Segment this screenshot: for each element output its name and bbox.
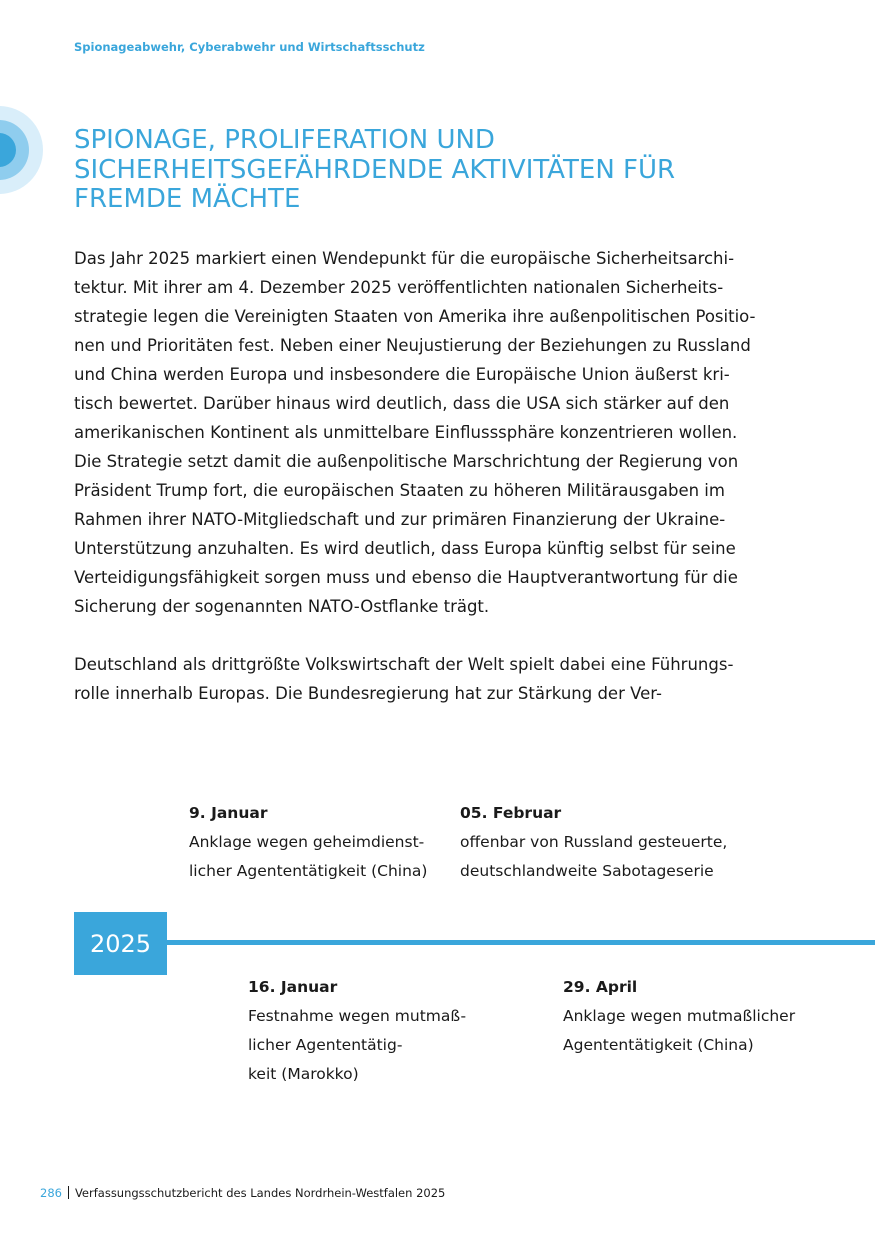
text-line: Die Strategie setzt damit die außenpolitische Marschrichtung der Regierung von [74,452,739,471]
text-line: amerikanischen Kontinent als unmittelbare Einflusssphäre konzentrieren wollen. [74,423,738,442]
text-line: tektur. Mit ihrer am 4. Dezember 2025 veröffentlichten nationalen Sicherheits- [74,278,724,297]
event-text: licher Agententätigkeit (China) [189,862,428,880]
event-text: Festnahme wegen mutmaß- [248,1007,467,1025]
text-line: Präsident Trump fort, die europäischen Staaten zu höheren Militärausgaben im [74,481,725,500]
footer-separator [68,1186,69,1199]
text-line: Deutschland als drittgrößte Volkswirtschaft der Welt spielt dabei eine Führungs- [74,655,734,674]
text-line: Unterstützung anzuhalten. Es wird deutlich, dass Europa künftig selbst für seine [74,539,736,558]
timeline-event [248,973,466,1089]
event-date: 9. Januar [189,804,268,822]
text-line: rolle innerhalb Europas. Die Bundesregierung hat zur Stärkung der Ver- [74,684,662,703]
title-line: SICHERHEITSGEFÄHRDENDE AKTIVITÄTEN FÜR [74,154,676,185]
timeline-event [563,973,795,1060]
timeline-event [189,799,427,886]
paragraph-2 [74,650,804,708]
concentric-circles-decoration [0,106,43,194]
text-line: Verteidigungsfähigkeit sorgen muss und ebenso die Hauptverantwortung für die [74,568,738,587]
text-line: strategie legen die Vereinigten Staaten von Amerika ihre außenpolitischen Positio- [74,307,756,326]
page-number: 286 [40,1186,62,1200]
event-date: 29. April [563,978,638,996]
body-text [74,244,804,708]
event-date: 05. Februar [460,804,562,822]
timeline-line [166,940,875,945]
text-line: Rahmen ihrer NATO-Mitgliedschaft und zur primären Finanzierung der Ukraine- [74,510,726,529]
timeline-event [460,799,727,886]
event-text: keit (Marokko) [248,1065,359,1083]
year-box: 2025 [74,912,167,975]
text-line: nen und Prioritäten fest. Neben einer Neujustierung der Beziehungen zu Russland [74,336,751,355]
event-text: offenbar von Russland gesteuerte, [460,833,728,851]
page-title [74,126,814,215]
paragraph-1 [74,244,804,621]
event-text: deutschlandweite Sabotageserie [460,862,714,880]
event-text: licher Agententätig- [248,1036,403,1054]
publication-title: Verfassungsschutzbericht des Landes Nordrhein-Westfalen 2025 [74,1186,446,1200]
text-line: Sicherung der sogenannten NATO-Ostflanke trägt. [74,597,490,616]
title-line: FREMDE MÄCHTE [74,184,301,214]
text-line: Das Jahr 2025 markiert einen Wendepunkt für die europäische Sicherheitsarchi- [74,249,735,268]
footer [40,1186,445,1200]
running-head: Spionageabwehr, Cyberabwehr und Wirtschaftsschutz [74,40,425,54]
event-text: Anklage wegen geheimdienst- [189,833,425,851]
text-line: und China werden Europa und insbesondere die Europäische Union äußerst kri- [74,365,730,384]
event-date: 16. Januar [248,978,338,996]
event-text: Anklage wegen mutmaßlicher [563,1007,796,1025]
title-line: SPIONAGE, PROLIFERATION UND [74,125,495,155]
text-line: tisch bewertet. Darüber hinaus wird deutlich, dass die USA sich stärker auf den [74,394,730,413]
event-text: Agententätigkeit (China) [563,1036,754,1054]
